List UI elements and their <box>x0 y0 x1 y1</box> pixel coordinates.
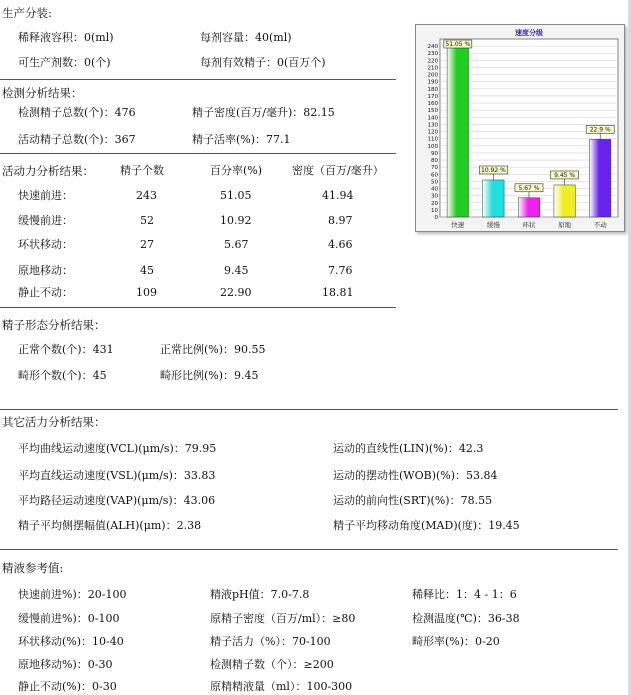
header-percent: 百分率(%) <box>210 164 263 177</box>
normal-count: 正常个数(个)：431 <box>18 343 114 356</box>
total-sperm: 检测精子总数(个)：476 <box>18 106 136 119</box>
row-percent: 5.67 <box>224 238 249 251</box>
y-tick-label: 70 <box>431 165 438 172</box>
bar-4 <box>590 139 611 217</box>
row-label: 快速前进： <box>18 189 73 202</box>
y-tick-label: 230 <box>427 51 438 58</box>
row-label: 缓慢前进： <box>18 214 73 227</box>
row-label: 静止不动： <box>18 286 73 299</box>
row-count: 243 <box>136 189 157 202</box>
y-tick-label: 60 <box>431 172 438 179</box>
data-label: 22.9 % <box>589 126 611 134</box>
sperm-density: 精子密度(百万/毫升)：82.15 <box>192 106 335 119</box>
row-density: 7.76 <box>328 264 353 277</box>
data-label: 10.92 % <box>481 167 506 175</box>
y-tick-label: 100 <box>427 143 438 150</box>
y-tick-label: 130 <box>427 122 438 129</box>
speed-grade-chart <box>415 24 625 232</box>
y-tick-label: 140 <box>427 115 438 122</box>
chart-svg <box>416 25 624 231</box>
divider <box>0 79 396 80</box>
y-tick-label: 180 <box>427 86 438 93</box>
detection-title: 检测分析结果： <box>2 86 83 100</box>
row-count: 45 <box>140 264 154 277</box>
bar-0 <box>447 44 468 217</box>
lin-value: 运动的直线性(LIN)(%)：42.3 <box>333 442 484 455</box>
divider <box>0 307 396 308</box>
row-count: 52 <box>140 214 154 227</box>
y-tick-label: 200 <box>427 72 438 79</box>
abnormal-count: 畸形个数(个)：45 <box>18 369 107 382</box>
vcl-value: 平均曲线运动速度(VCL)(μm/s)：79.95 <box>18 442 217 455</box>
y-tick-label: 220 <box>427 58 438 65</box>
category-label: 环状 <box>522 221 536 229</box>
producible-doses: 可生产剂数：0(个) <box>18 56 111 69</box>
abnormal-ratio: 畸形比例(%)：9.45 <box>160 369 259 382</box>
data-label: 51.05 % <box>445 41 471 49</box>
alh-value: 精子平均侧摆幅值(ALH)(μm)：2.38 <box>18 519 202 532</box>
y-tick-label: 240 <box>427 44 438 51</box>
ref-item: 精子活力（%）：70-100 <box>210 635 331 648</box>
normal-ratio: 正常比例(%)：90.55 <box>160 343 266 356</box>
row-percent: 10.92 <box>220 214 252 227</box>
row-count: 27 <box>140 238 154 251</box>
row-label: 原地移动： <box>18 264 73 277</box>
ref-item: 静止不动(%)：0-30 <box>18 680 117 693</box>
row-density: 18.81 <box>322 286 354 299</box>
ref-item: 检测温度(℃)：36-38 <box>412 612 520 625</box>
ref-item: 快速前进%)：20-100 <box>18 588 127 601</box>
effective-sperm-per-dose: 每剂有效精子：0(百万个) <box>200 56 326 69</box>
y-tick-label: 30 <box>431 193 438 200</box>
divider <box>0 549 618 550</box>
y-tick-label: 20 <box>431 200 438 207</box>
bar-1 <box>483 180 504 217</box>
y-tick-label: 90 <box>431 150 438 157</box>
vsl-value: 平均直线运动速度(VSL)(μm/s)：33.83 <box>18 469 216 482</box>
data-label: 5.67 % <box>518 184 540 192</box>
y-tick-label: 150 <box>427 108 438 115</box>
y-tick-label: 190 <box>427 79 438 86</box>
ref-item: 环状移动(%)：10-40 <box>18 635 124 648</box>
row-density: 8.97 <box>328 214 353 227</box>
row-label: 环状移动： <box>18 238 73 251</box>
row-density: 41.94 <box>322 189 354 202</box>
ref-item: 缓慢前进%)：0-100 <box>18 612 120 625</box>
divider <box>0 153 396 154</box>
reference-title: 精液参考值: <box>2 561 64 575</box>
category-label: 原地 <box>558 221 572 229</box>
row-percent: 51.05 <box>220 189 252 202</box>
header-count: 精子个数 <box>120 164 164 177</box>
ref-item: 原精精液量（ml）：100-300 <box>210 680 353 693</box>
y-tick-label: 110 <box>427 136 438 143</box>
y-tick-label: 210 <box>427 65 438 72</box>
row-count: 109 <box>136 286 157 299</box>
data-label: 9.45 % <box>554 172 576 180</box>
row-percent: 9.45 <box>224 264 249 277</box>
y-tick-label: 0 <box>434 215 438 221</box>
wob-value: 运动的摆动性(WOB)(%)：53.84 <box>333 469 498 482</box>
str-value: 运动的前向性(SRT)(%)：78.55 <box>333 494 493 507</box>
mad-value: 精子平均移动角度(MAD)(度)：19.45 <box>333 519 520 532</box>
ref-item: 检测精子数（个）：≥200 <box>210 658 334 671</box>
vap-value: 平均路径运动速度(VAP)(μm/s)：43.06 <box>18 494 216 507</box>
ref-item: 原精子密度（百万/ml）：≥80 <box>210 612 356 625</box>
ref-item: 畸形率(%)：0-20 <box>412 635 500 648</box>
y-tick-label: 80 <box>431 158 438 165</box>
category-label: 不动 <box>593 221 607 229</box>
category-label: 缓慢 <box>486 221 500 229</box>
y-tick-label: 120 <box>427 129 438 136</box>
y-tick-label: 170 <box>427 93 438 100</box>
dose-capacity: 每剂容量：40(ml) <box>200 31 292 44</box>
y-tick-label: 160 <box>427 101 438 108</box>
category-label: 快速 <box>451 221 465 229</box>
row-density: 4.66 <box>328 238 353 251</box>
ref-item: 原地移动%)：0-30 <box>18 658 113 671</box>
ref-item: 精液pH值：7.0-7.8 <box>210 588 310 601</box>
active-sperm-total: 活动精子总数(个)：367 <box>18 133 136 146</box>
bar-3 <box>554 185 575 217</box>
dilution-volume: 稀释液容积：0(ml) <box>18 31 114 44</box>
vitality-title: 活动力分析结果： <box>2 164 94 178</box>
row-percent: 22.90 <box>220 286 252 299</box>
other-title: 其它活力分析结果： <box>2 415 106 429</box>
y-tick-label: 40 <box>431 186 438 193</box>
motility-rate: 精子活率(%)：77.1 <box>192 133 291 146</box>
production-title: 生产分装: <box>2 6 52 20</box>
header-density: 密度（百万/毫升） <box>292 164 384 177</box>
ref-item: 稀释比：1：4 - 1：6 <box>412 588 517 601</box>
y-tick-label: 50 <box>431 179 438 186</box>
y-tick-label: 10 <box>431 207 438 214</box>
bar-2 <box>518 198 539 217</box>
morphology-title: 精子形态分析结果： <box>2 318 106 332</box>
divider <box>0 409 618 410</box>
chart-title: 速度分级 <box>515 29 543 37</box>
